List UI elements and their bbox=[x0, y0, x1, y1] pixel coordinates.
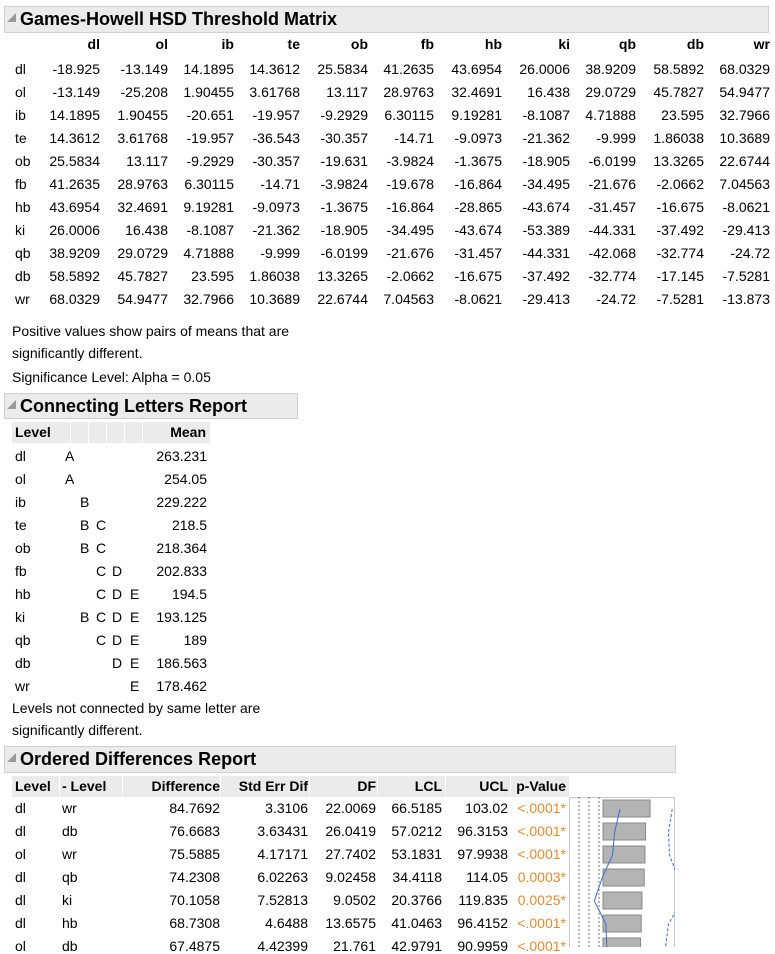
matrix-row-label: dl bbox=[15, 61, 26, 77]
matrix-cell: -34.495 bbox=[386, 222, 434, 238]
letters-row-level: ki bbox=[15, 609, 26, 625]
level-column-header: Level bbox=[15, 424, 51, 440]
matrix-cell: 38.9209 bbox=[585, 61, 636, 77]
matrix-cell: -43.674 bbox=[522, 199, 570, 215]
matrix-row-label: qb bbox=[15, 245, 31, 261]
matrix-cell: -21.362 bbox=[252, 222, 300, 238]
ordered-cell-se: 7.52813 bbox=[257, 892, 308, 908]
difference-bar bbox=[603, 869, 644, 886]
matrix-cell: 28.9763 bbox=[117, 176, 168, 192]
ordered-cell-diff: 76.6683 bbox=[169, 823, 220, 839]
matrix-cell: -14.71 bbox=[260, 176, 300, 192]
matrix-cell: 29.0729 bbox=[585, 84, 636, 100]
ordered-cell-minus: db bbox=[62, 823, 78, 839]
letter-tag: C bbox=[96, 586, 107, 602]
ordered-cell-df: 21.761 bbox=[333, 938, 376, 954]
ordered-cell-lcl: 34.4118 bbox=[392, 869, 442, 885]
difference-bar bbox=[603, 892, 642, 909]
matrix-col-header: ib bbox=[221, 36, 234, 52]
ordered-cell-ucl: 90.9959 bbox=[457, 938, 508, 954]
letters-row-mean: 186.563 bbox=[156, 655, 207, 671]
matrix-cell: 7.04563 bbox=[383, 291, 434, 307]
matrix-cell: -14.71 bbox=[394, 130, 434, 146]
ordered-cell-diff: 74.2308 bbox=[169, 869, 220, 885]
ordered-cell-level: dl bbox=[15, 823, 26, 839]
difference-bar bbox=[603, 915, 641, 932]
ordered-cell-lcl: 20.3766 bbox=[391, 892, 442, 908]
matrix-cell: 6.30115 bbox=[184, 176, 234, 192]
ordered-cell-ucl: 96.3153 bbox=[457, 823, 508, 839]
matrix-cell: 43.6954 bbox=[49, 199, 100, 215]
letters-note-line1: Levels not connected by same letter are bbox=[12, 700, 261, 716]
matrix-cell: -32.774 bbox=[656, 245, 704, 261]
matrix-cell: 38.9209 bbox=[49, 245, 100, 261]
letter-tag: D bbox=[112, 586, 123, 602]
matrix-cell: 14.1895 bbox=[183, 61, 234, 77]
matrix-cell: -7.5281 bbox=[656, 291, 704, 307]
ordered-cell-diff: 70.1058 bbox=[169, 892, 220, 908]
matrix-cell: 1.86038 bbox=[249, 268, 300, 284]
matrix-row-label: ol bbox=[15, 84, 26, 100]
matrix-cell: -25.208 bbox=[120, 84, 168, 100]
header-divider bbox=[70, 422, 71, 443]
ordered-cell-lcl: 57.0212 bbox=[391, 823, 442, 839]
significance-level: Significance Level: Alpha = 0.05 bbox=[12, 369, 211, 385]
matrix-cell: -8.0621 bbox=[722, 199, 770, 215]
matrix-cell: 10.3689 bbox=[249, 291, 300, 307]
matrix-cell: -16.864 bbox=[386, 199, 434, 215]
matrix-cell: 9.19281 bbox=[183, 199, 234, 215]
letter-tag: C bbox=[96, 517, 107, 533]
letters-row-level: wr bbox=[15, 678, 30, 694]
letter-tag: A bbox=[65, 471, 75, 487]
ordered-cell-df: 26.0419 bbox=[325, 823, 376, 839]
letters-row-level: te bbox=[15, 517, 27, 533]
header-divider bbox=[122, 776, 123, 797]
letters-row-mean: 193.125 bbox=[156, 609, 207, 625]
threshold-matrix-title: Games-Howell HSD Threshold Matrix bbox=[20, 9, 338, 29]
matrix-cell: -31.457 bbox=[588, 199, 636, 215]
matrix-cell: -29.413 bbox=[722, 222, 770, 238]
letter-tag: E bbox=[130, 609, 140, 625]
matrix-cell: -1.3675 bbox=[320, 199, 368, 215]
matrix-cell: -13.873 bbox=[722, 291, 770, 307]
matrix-cell: 16.438 bbox=[527, 84, 570, 100]
matrix-cell: -44.331 bbox=[588, 222, 636, 238]
ordered-cell-df: 27.7402 bbox=[325, 846, 376, 862]
matrix-cell: 32.4691 bbox=[451, 84, 502, 100]
matrix-row-label: db bbox=[15, 268, 31, 284]
matrix-row-label: ib bbox=[15, 107, 26, 123]
ordered-cell-lcl: 42.9791 bbox=[391, 938, 442, 954]
matrix-cell: -3.9824 bbox=[320, 176, 368, 192]
ordered-cell-se: 6.02263 bbox=[257, 869, 308, 885]
header-divider bbox=[106, 422, 107, 443]
matrix-cell: -9.2929 bbox=[186, 153, 234, 169]
matrix-cell: -24.72 bbox=[596, 291, 636, 307]
letters-note-line2: significantly different. bbox=[12, 722, 143, 738]
matrix-cell: -7.5281 bbox=[722, 268, 770, 284]
difference-bar bbox=[603, 846, 645, 863]
letter-tag: E bbox=[130, 655, 140, 671]
letter-tag: C bbox=[96, 540, 107, 556]
matrix-cell: -16.675 bbox=[656, 199, 704, 215]
matrix-cell: -20.651 bbox=[186, 107, 234, 123]
header-divider bbox=[445, 776, 446, 797]
matrix-col-header: hb bbox=[484, 36, 502, 52]
matrix-col-header: ol bbox=[155, 36, 168, 52]
ordered-cell-level: dl bbox=[15, 869, 26, 885]
matrix-cell: 1.86038 bbox=[653, 130, 704, 146]
matrix-cell: 28.9763 bbox=[383, 84, 434, 100]
ordered-cell-minus: qb bbox=[62, 869, 78, 885]
ordered-col-header: p-Value bbox=[516, 778, 566, 794]
header-divider bbox=[142, 422, 143, 443]
ordered-col-header: Level bbox=[15, 778, 51, 794]
ordered-cell-minus: db bbox=[62, 938, 78, 954]
letter-tag: D bbox=[112, 632, 123, 648]
matrix-cell: 68.0329 bbox=[719, 61, 770, 77]
ordered-cell-df: 13.6575 bbox=[325, 915, 376, 931]
letters-row-level: fb bbox=[15, 563, 27, 579]
matrix-cell: 29.0729 bbox=[117, 245, 168, 261]
matrix-cell: 13.117 bbox=[326, 84, 368, 100]
ordered-differences-header[interactable] bbox=[4, 746, 676, 773]
header-divider bbox=[88, 422, 89, 443]
matrix-cell: -2.0662 bbox=[656, 176, 704, 192]
matrix-row-label: ob bbox=[15, 153, 31, 169]
matrix-cell: 26.0006 bbox=[519, 61, 570, 77]
ordered-cell-p: <.0001* bbox=[517, 938, 566, 954]
ordered-cell-diff: 75.5885 bbox=[169, 846, 220, 862]
matrix-cell: -13.149 bbox=[120, 61, 168, 77]
matrix-cell: 41.2635 bbox=[383, 61, 434, 77]
ordered-cell-lcl: 41.0463 bbox=[391, 915, 442, 931]
matrix-cell: 3.61768 bbox=[117, 130, 168, 146]
matrix-cell: -16.864 bbox=[454, 176, 502, 192]
matrix-cell: 41.2635 bbox=[49, 176, 100, 192]
matrix-cell: 68.0329 bbox=[49, 291, 100, 307]
letter-tag: C bbox=[96, 632, 107, 648]
mean-column-header: Mean bbox=[170, 424, 206, 440]
matrix-cell: -1.3675 bbox=[454, 153, 502, 169]
matrix-col-header: dl bbox=[87, 36, 100, 52]
ordered-col-header: Std Err Dif bbox=[238, 778, 308, 794]
matrix-row-label: fb bbox=[15, 176, 27, 192]
letter-tag: C bbox=[96, 563, 107, 579]
header-divider bbox=[220, 776, 221, 797]
letters-row-level: ob bbox=[15, 540, 31, 556]
matrix-col-header: wr bbox=[753, 36, 770, 52]
ordered-cell-diff: 67.4875 bbox=[169, 938, 220, 954]
matrix-cell: -8.1087 bbox=[186, 222, 234, 238]
matrix-cell: -36.543 bbox=[252, 130, 300, 146]
matrix-cell: -21.676 bbox=[386, 245, 434, 261]
matrix-cell: -18.925 bbox=[52, 61, 100, 77]
ordered-cell-p: 0.0025* bbox=[517, 892, 566, 908]
ordered-table-header bbox=[12, 776, 569, 797]
matrix-cell: 22.6744 bbox=[719, 153, 770, 169]
threshold-note-line1: Positive values show pairs of means that are bbox=[12, 323, 290, 339]
letter-tag: D bbox=[112, 655, 123, 671]
ordered-cell-level: ol bbox=[15, 846, 26, 862]
letter-tag: E bbox=[130, 632, 140, 648]
matrix-cell: 32.7966 bbox=[719, 107, 770, 123]
ordered-cell-ucl: 119.835 bbox=[458, 892, 508, 908]
ordered-col-header: Difference bbox=[151, 778, 220, 794]
matrix-cell: 32.7966 bbox=[183, 291, 234, 307]
matrix-cell: 1.90455 bbox=[183, 84, 234, 100]
difference-bar bbox=[603, 800, 650, 817]
threshold-matrix-header[interactable] bbox=[4, 6, 769, 33]
matrix-cell: 4.71888 bbox=[183, 245, 234, 261]
matrix-cell: 58.5892 bbox=[49, 268, 100, 284]
matrix-cell: 14.1895 bbox=[49, 107, 100, 123]
ordered-cell-se: 3.63431 bbox=[257, 823, 308, 839]
ordered-col-header: UCL bbox=[479, 778, 508, 794]
ordered-cell-df: 22.0069 bbox=[325, 800, 376, 816]
matrix-cell: -9.0973 bbox=[454, 130, 502, 146]
ordered-cell-lcl: 53.1831 bbox=[391, 846, 442, 862]
letters-row-level: qb bbox=[15, 632, 31, 648]
matrix-cell: 6.30115 bbox=[384, 107, 434, 123]
matrix-cell: -34.495 bbox=[522, 176, 570, 192]
ordered-cell-df: 9.0502 bbox=[333, 892, 376, 908]
matrix-cell: -6.0199 bbox=[588, 153, 636, 169]
matrix-cell: -9.999 bbox=[596, 130, 636, 146]
matrix-cell: 45.7827 bbox=[117, 268, 168, 284]
matrix-col-header: te bbox=[287, 36, 300, 52]
matrix-cell: 9.19281 bbox=[451, 107, 502, 123]
matrix-cell: 13.3265 bbox=[317, 268, 368, 284]
disclosure-triangle-icon[interactable] bbox=[7, 753, 16, 762]
letters-row-level: db bbox=[15, 655, 31, 671]
ordered-col-header: DF bbox=[357, 778, 376, 794]
ordered-cell-level: dl bbox=[15, 915, 26, 931]
ordered-cell-p: <.0001* bbox=[517, 846, 566, 862]
ordered-col-header: LCL bbox=[414, 778, 442, 794]
letters-row-mean: 202.833 bbox=[156, 563, 207, 579]
ordered-differences-title: Ordered Differences Report bbox=[20, 749, 257, 769]
letter-tag: E bbox=[130, 678, 140, 694]
matrix-cell: -9.999 bbox=[260, 245, 300, 261]
letters-row-mean: 263.231 bbox=[156, 448, 207, 464]
ordered-cell-se: 4.17171 bbox=[257, 846, 308, 862]
letters-row-mean: 229.222 bbox=[156, 494, 207, 510]
letters-row-mean: 218.364 bbox=[156, 540, 207, 556]
ordered-cell-diff: 84.7692 bbox=[169, 800, 220, 816]
letter-tag: D bbox=[112, 609, 123, 625]
matrix-cell: -13.149 bbox=[52, 84, 100, 100]
matrix-cell: -30.357 bbox=[320, 130, 368, 146]
matrix-cell: 13.117 bbox=[126, 153, 168, 169]
matrix-cell: -19.957 bbox=[252, 107, 300, 123]
letters-row-mean: 189 bbox=[183, 632, 207, 648]
matrix-cell: -32.774 bbox=[588, 268, 636, 284]
matrix-cell: -9.2929 bbox=[320, 107, 368, 123]
matrix-cell: 14.3612 bbox=[49, 130, 100, 146]
matrix-cell: -43.674 bbox=[454, 222, 502, 238]
letters-row-mean: 194.5 bbox=[171, 586, 207, 602]
ordered-col-header: - Level bbox=[62, 778, 107, 794]
matrix-cell: -19.957 bbox=[186, 130, 234, 146]
letters-row-level: ib bbox=[15, 494, 26, 510]
ordered-cell-se: 4.42399 bbox=[257, 938, 308, 954]
threshold-note-line2: significantly different. bbox=[12, 345, 143, 361]
matrix-cell: -6.0199 bbox=[320, 245, 368, 261]
ordered-cell-level: dl bbox=[15, 892, 26, 908]
letter-tag: B bbox=[80, 494, 90, 510]
matrix-cell: 25.5834 bbox=[49, 153, 100, 169]
matrix-row-label: wr bbox=[15, 291, 30, 307]
matrix-cell: 25.5834 bbox=[317, 61, 368, 77]
matrix-cell: 4.71888 bbox=[585, 107, 636, 123]
connecting-letters-header[interactable] bbox=[4, 393, 298, 419]
letter-tag: D bbox=[112, 563, 123, 579]
matrix-cell: 26.0006 bbox=[49, 222, 100, 238]
letter-tag: B bbox=[80, 540, 90, 556]
ordered-cell-minus: wr bbox=[62, 846, 77, 862]
matrix-cell: -8.1087 bbox=[522, 107, 570, 123]
matrix-row-label: te bbox=[15, 130, 27, 146]
ordered-cell-ucl: 103.02 bbox=[465, 800, 508, 816]
letters-row-mean: 178.462 bbox=[156, 678, 207, 694]
matrix-cell: 14.3612 bbox=[249, 61, 300, 77]
header-divider bbox=[510, 776, 511, 797]
matrix-cell: -29.413 bbox=[522, 291, 570, 307]
letters-row-level: ol bbox=[15, 471, 26, 487]
letters-row-mean: 218.5 bbox=[171, 517, 207, 533]
ordered-cell-p: <.0001* bbox=[517, 915, 566, 931]
header-divider bbox=[377, 776, 378, 797]
ordered-cell-p: 0.0003* bbox=[517, 869, 566, 885]
matrix-cell: -44.331 bbox=[522, 245, 570, 261]
matrix-cell: -37.492 bbox=[656, 222, 704, 238]
ordered-cell-lcl: 66.5185 bbox=[391, 800, 442, 816]
ordered-cell-minus: ki bbox=[62, 892, 73, 908]
matrix-cell: -2.0662 bbox=[386, 268, 434, 284]
matrix-col-header: fb bbox=[420, 36, 434, 52]
matrix-cell: 23.595 bbox=[661, 107, 704, 123]
matrix-cell: 54.9477 bbox=[117, 291, 168, 307]
matrix-cell: 16.438 bbox=[125, 222, 168, 238]
matrix-cell: 7.04563 bbox=[719, 176, 770, 192]
matrix-cell: 23.595 bbox=[191, 268, 234, 284]
matrix-cell: -42.068 bbox=[588, 245, 636, 261]
matrix-cell: 10.3689 bbox=[719, 130, 770, 146]
matrix-cell: -19.631 bbox=[320, 153, 368, 169]
ordered-cell-se: 4.6488 bbox=[265, 915, 308, 931]
letter-tag: E bbox=[130, 586, 140, 602]
matrix-cell: -28.865 bbox=[454, 199, 502, 215]
ordered-cell-p: <.0001* bbox=[517, 823, 566, 839]
matrix-cell: 58.5892 bbox=[653, 61, 704, 77]
ordered-cell-ucl: 97.9938 bbox=[457, 846, 508, 862]
ordered-cell-ucl: 114.05 bbox=[466, 869, 508, 885]
letter-tag: B bbox=[80, 517, 90, 533]
letters-table-header bbox=[12, 422, 210, 443]
matrix-cell: 45.7827 bbox=[653, 84, 704, 100]
ordered-cell-minus: hb bbox=[62, 915, 78, 931]
header-divider bbox=[124, 422, 125, 443]
connecting-letters-title: Connecting Letters Report bbox=[20, 396, 248, 416]
disclosure-triangle-icon[interactable] bbox=[7, 13, 16, 22]
ordered-cell-p: <.0001* bbox=[517, 800, 566, 816]
matrix-cell: -8.0621 bbox=[454, 291, 502, 307]
difference-bar bbox=[603, 938, 640, 947]
matrix-cell: -17.145 bbox=[656, 268, 704, 284]
letter-tag: B bbox=[80, 609, 90, 625]
ordered-cell-minus: wr bbox=[62, 800, 77, 816]
matrix-cell: 32.4691 bbox=[117, 199, 168, 215]
matrix-col-header: ob bbox=[350, 36, 368, 52]
matrix-cell: -21.676 bbox=[588, 176, 636, 192]
matrix-cell: -18.905 bbox=[320, 222, 368, 238]
matrix-cell: -21.362 bbox=[522, 130, 570, 146]
ordered-cell-df: 9.02458 bbox=[325, 869, 376, 885]
matrix-cell: -19.678 bbox=[386, 176, 434, 192]
matrix-cell: -53.389 bbox=[522, 222, 570, 238]
ordered-cell-level: ol bbox=[15, 938, 26, 954]
header-divider bbox=[59, 776, 60, 797]
letters-row-level: hb bbox=[15, 586, 31, 602]
matrix-cell: -24.72 bbox=[730, 245, 770, 261]
letter-tag: A bbox=[65, 448, 75, 464]
matrix-cell: 13.3265 bbox=[653, 153, 704, 169]
matrix-col-header: ki bbox=[558, 36, 570, 52]
difference-bar bbox=[603, 823, 646, 840]
disclosure-triangle-icon[interactable] bbox=[7, 400, 16, 409]
matrix-col-header: qb bbox=[618, 36, 636, 52]
matrix-cell: 1.90455 bbox=[117, 107, 168, 123]
letter-tag: C bbox=[96, 609, 107, 625]
ordered-cell-ucl: 96.4152 bbox=[457, 915, 508, 931]
ordered-cell-level: dl bbox=[15, 800, 26, 816]
ordered-cell-diff: 68.7308 bbox=[169, 915, 220, 931]
matrix-cell: 43.6954 bbox=[451, 61, 502, 77]
matrix-cell: -16.675 bbox=[454, 268, 502, 284]
ordered-cell-se: 3.3106 bbox=[265, 800, 308, 816]
matrix-cell: -3.9824 bbox=[386, 153, 434, 169]
matrix-cell: -9.0973 bbox=[252, 199, 300, 215]
matrix-cell: -31.457 bbox=[454, 245, 502, 261]
matrix-cell: 54.9477 bbox=[719, 84, 770, 100]
matrix-row-label: ki bbox=[15, 222, 26, 238]
matrix-cell: -37.492 bbox=[522, 268, 570, 284]
matrix-cell: 3.61768 bbox=[249, 84, 300, 100]
matrix-col-header: db bbox=[686, 36, 704, 52]
letters-row-level: dl bbox=[15, 448, 26, 464]
ordered-differences-chart bbox=[569, 797, 675, 947]
matrix-cell: -18.905 bbox=[522, 153, 570, 169]
header-divider bbox=[309, 776, 310, 797]
matrix-row-label: hb bbox=[15, 199, 31, 215]
matrix-cell: -30.357 bbox=[252, 153, 300, 169]
letters-row-mean: 254.05 bbox=[164, 471, 207, 487]
matrix-cell: 22.6744 bbox=[317, 291, 368, 307]
